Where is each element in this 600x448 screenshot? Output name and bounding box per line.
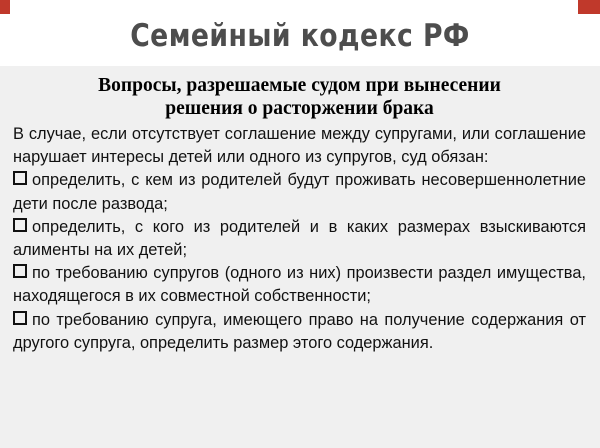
list-item-text: по требованию супругов (одного из них) произвести раздел имущества, находящегося в их совместной собственности; (13, 264, 586, 306)
intro-paragraph: В случае, если отсутствует соглашение между супругами, или соглашение нарушает интересы детей или одного из супругов, суд обязан: (13, 125, 586, 167)
list-item (13, 169, 586, 215)
top-accent-bar-left (0, 0, 10, 14)
list-item-text: определить, с кем из родителей будут проживать несовершеннолетние дети после развода; (13, 171, 586, 213)
checkbox-icon (13, 311, 27, 325)
slide-title: Семейный кодекс РФ (130, 18, 470, 54)
top-accent-bar-right (578, 0, 600, 14)
checkbox-icon (13, 171, 27, 185)
content-box (0, 66, 600, 448)
checkbox-icon (13, 264, 27, 278)
checkbox-icon (13, 218, 27, 232)
list-item-text: по требованию супруга, имеющего право на получение содержания от другого супруга, определить размер этого содержания. (13, 310, 586, 352)
box-heading-line-2: решения о расторжении брака (165, 98, 434, 119)
requirements-list (13, 169, 586, 355)
box-heading (13, 74, 586, 120)
list-item (13, 309, 586, 355)
list-item (13, 262, 586, 308)
list-item (13, 216, 586, 262)
list-item-text: определить, с кого из родителей и в каких размерах взыскиваются алименты на их детей; (13, 217, 586, 260)
box-heading-line-1: Вопросы, разрешаемые судом при вынесении (98, 75, 501, 96)
